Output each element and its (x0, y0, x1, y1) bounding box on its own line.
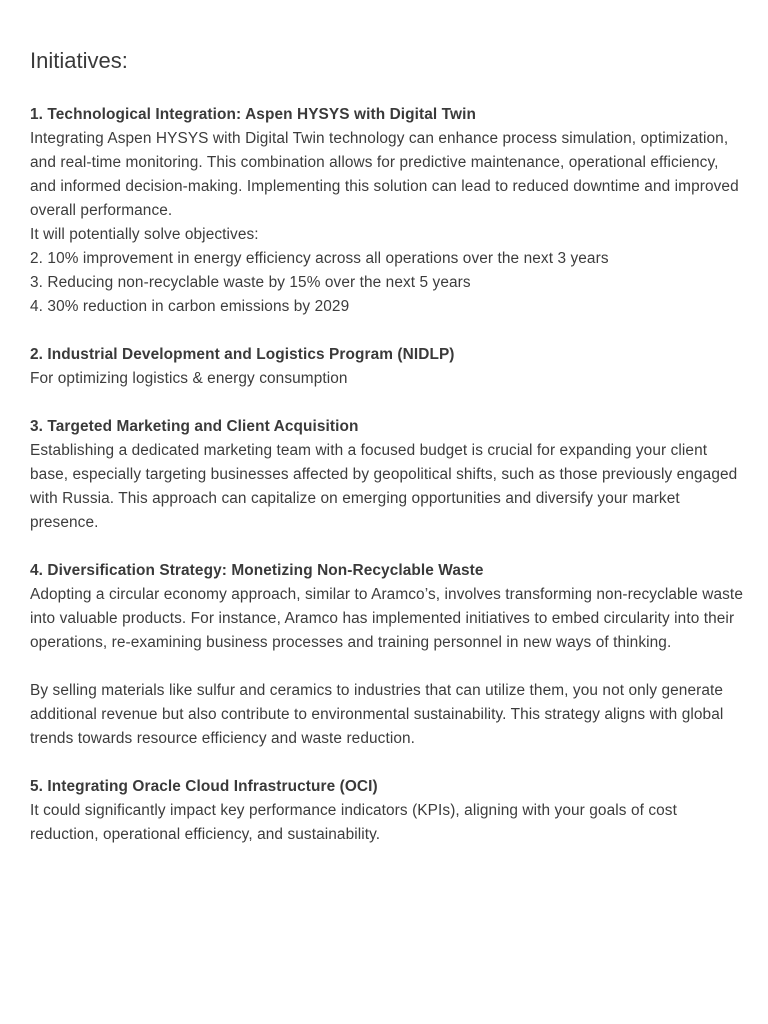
objective-item: 3. Reducing non-recyclable waste by 15% over the next 5 years (30, 274, 471, 291)
initiative-heading: 5. Integrating Oracle Cloud Infrastructure (OCI) (30, 778, 378, 795)
initiative-heading: 2. Industrial Development and Logistics Program (NIDLP) (30, 346, 455, 363)
initiative-heading: 4. Diversification Strategy: Monetizing Non-Recyclable Waste (30, 562, 484, 579)
initiative-body-continued: By selling materials like sulfur and ceramics to industries that can utilize them, you not only generate additional revenue but also contribute to environmental sustainability. This strategy aligns with global trends towards resource efficiency and waste reduction. (30, 682, 724, 747)
initiative-5 (30, 775, 744, 847)
initiative-4 (30, 559, 744, 751)
initiative-3 (30, 415, 744, 535)
page-title: Initiatives: (30, 48, 128, 73)
initiative-body: For optimizing logistics & energy consumption (30, 370, 348, 387)
initiative-body: It could significantly impact key performance indicators (KPIs), aligning with your goals of cost reduction, operational efficiency, and sustainability. (30, 802, 677, 843)
initiatives-content (30, 103, 744, 847)
objective-item: 4. 30% reduction in carbon emissions by 2029 (30, 298, 350, 315)
initiative-body: Adopting a circular economy approach, similar to Aramco’s, involves transforming non-recyclable waste into valuable products. For instance, Aramco has implemented initiatives to embed circularity into their operations, re-examining business processes and training personnel in new ways of thinking. (30, 586, 743, 651)
initiative-2 (30, 343, 744, 391)
initiative-body: Establishing a dedicated marketing team with a focused budget is crucial for expanding your client base, especially targeting businesses affected by geopolitical shifts, such as those previously engaged with Russia. This approach can capitalize on emerging opportunities and diversify your market presence. (30, 442, 738, 531)
initiative-heading: 3. Targeted Marketing and Client Acquisition (30, 418, 359, 435)
initiative-1 (30, 103, 744, 319)
objectives-intro: It will potentially solve objectives: (30, 226, 259, 243)
initiative-heading: 1. Technological Integration: Aspen HYSYS with Digital Twin (30, 106, 476, 123)
objective-item: 2. 10% improvement in energy efficiency across all operations over the next 3 years (30, 250, 609, 267)
initiative-body: Integrating Aspen HYSYS with Digital Twin technology can enhance process simulation, optimization, and real-time monitoring. This combination allows for predictive maintenance, operational efficiency, and informed decision-making. Implementing this solution can lead to reduced downtime and improved overall performance. (30, 130, 739, 219)
